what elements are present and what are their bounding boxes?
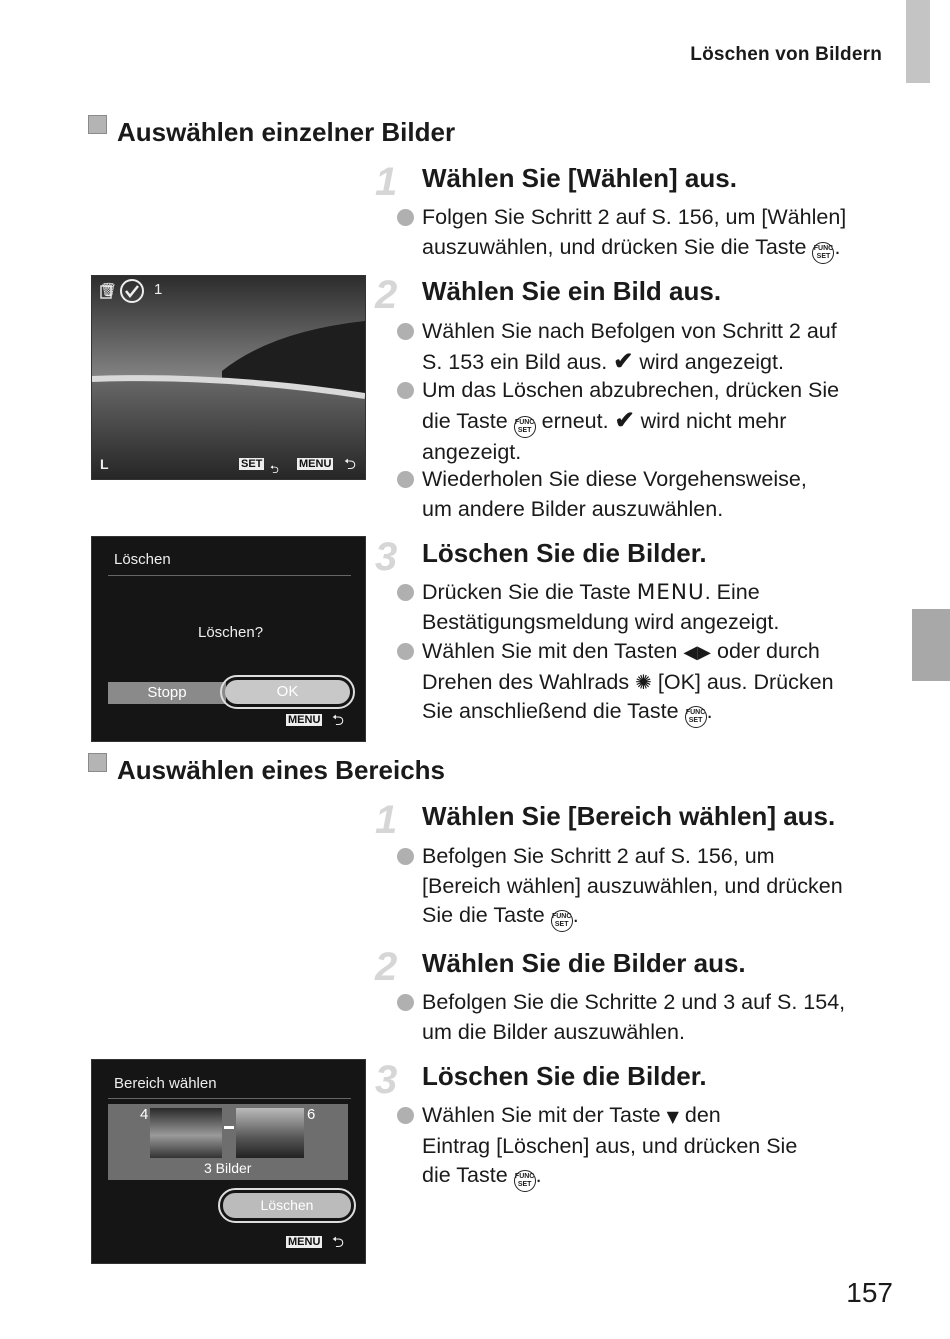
bullet-dot-icon (397, 584, 414, 601)
trash-icon: 🗑 (100, 282, 117, 297)
section2-title: Auswählen eines Bereichs (117, 755, 446, 785)
bullet-dot-icon (397, 471, 414, 488)
dialog-question: Löschen? (198, 624, 264, 641)
bullet: Drücken Sie die Taste MENU. Eine Bestätigungsmeldung wird angezeigt. (397, 578, 897, 637)
ok-button-frame (220, 675, 355, 709)
control-dial-icon: ✺ (635, 669, 652, 694)
bullet: Wiederholen Sie diese Vorgehensweise, um andere Bilder auszuwählen. (397, 465, 897, 524)
step-number: 3 (375, 535, 398, 579)
step-number: 1 (375, 160, 398, 204)
range-divider (108, 1098, 351, 1099)
camera-screen-delete-dialog (91, 536, 366, 742)
page-number: 157 (846, 1277, 893, 1308)
section-square-icon (88, 753, 107, 772)
range-start-thumbnail (150, 1108, 222, 1158)
bullet-dot-icon (397, 323, 414, 340)
checkmark-icon: ✔ (613, 347, 634, 375)
svg-text:⮌: ⮌ (270, 464, 279, 476)
selected-count: 1 (154, 281, 163, 298)
step-title: Wählen Sie [Bereich wählen] aus. (422, 801, 836, 831)
chapter-tab-top (906, 0, 930, 83)
menu-button-icon: MENU (636, 580, 705, 605)
func-set-icon: FUNC SET (514, 1170, 536, 1192)
range-count: 3 Bilder (204, 1160, 252, 1176)
dialog-title: Löschen (114, 551, 171, 568)
bullet-dot-icon (397, 1107, 414, 1124)
header-title: Löschen von Bildern (690, 44, 882, 65)
bullet: Befolgen Sie Schritt 2 auf S. 156, um [Bereich wählen] auszuwählen, und drücken Sie die Taste FUNC SET . (397, 842, 897, 932)
func-set-icon: FUNC SET (514, 416, 536, 438)
ok-button[interactable]: OK (225, 680, 350, 704)
bullet-dot-icon (397, 994, 414, 1011)
section-square-icon (88, 115, 107, 134)
step-number: 2 (375, 945, 398, 989)
camera-screen-photo (91, 275, 366, 480)
back-icon: ⮌ (332, 1234, 345, 1251)
func-set-icon: FUNC SET (812, 242, 834, 264)
step-title: Wählen Sie die Bilder aus. (422, 948, 746, 978)
bullet-dot-icon (397, 643, 414, 660)
section1-heading (88, 117, 455, 148)
bullet-dot-icon (397, 848, 414, 865)
step-title: Löschen Sie die Bilder. (422, 1061, 707, 1091)
section2-heading (88, 755, 445, 786)
step-number: 3 (375, 1058, 398, 1102)
delete-button[interactable]: Löschen (223, 1193, 351, 1218)
stop-button[interactable]: Stopp (108, 682, 226, 704)
range-end-thumbnail (236, 1108, 304, 1158)
bullet: Befolgen Sie die Schritte 2 und 3 auf S. 154, um die Bilder auszuwählen. (397, 988, 897, 1047)
bullet: Wählen Sie mit den Tasten ◀▶ oder durch Drehen des Wahlrads ✺ [OK] aus. Drücken Sie anschließend die Taste FUNC SET . (397, 637, 897, 728)
step-title: Wählen Sie ein Bild aus. (422, 276, 722, 306)
bullet: Um das Löschen abzubrechen, drücken Sie die Taste FUNC SET erneut. ✔ wird nicht mehr angezeigt. (397, 376, 897, 467)
range-to: 6 (307, 1106, 316, 1123)
menu-label: MENU (288, 1236, 321, 1248)
func-set-icon: FUNC SET (685, 706, 707, 728)
back-icon: ⮌ (344, 456, 357, 473)
step-number: 2 (375, 273, 398, 317)
bullet: Folgen Sie Schritt 2 auf S. 156, um [Wählen] auszuwählen, und drücken Sie die Taste FUNC SET . (397, 203, 897, 264)
delete-button-frame (218, 1188, 356, 1223)
range-from: 4 (140, 1106, 149, 1123)
menu-label: MENU (288, 714, 321, 726)
bullet-dot-icon (397, 382, 414, 399)
range-dash (224, 1126, 234, 1129)
chapter-tab-side (912, 609, 950, 681)
menu-label: MENU (299, 458, 332, 470)
left-right-arrows-icon: ◀▶ (683, 642, 712, 663)
dialog-divider (108, 575, 351, 576)
bullet-dot-icon (397, 209, 414, 226)
func-set-icon: FUNC SET (551, 910, 573, 932)
image-size: L (100, 456, 109, 472)
bullet: Wählen Sie nach Befolgen von Schritt 2 auf S. 153 ein Bild aus. ✔ wird angezeigt. (397, 317, 897, 377)
step-title: Wählen Sie [Wählen] aus. (422, 163, 737, 193)
bullet: Wählen Sie mit der Taste ▼ den Eintrag [Löschen] aus, und drücken Sie die Taste FUNC SET . (397, 1101, 897, 1192)
range-title: Bereich wählen (114, 1075, 217, 1092)
step-number: 1 (375, 798, 398, 842)
camera-screen-range-select (91, 1059, 366, 1264)
set-label: SET (241, 458, 263, 470)
section1-title: Auswählen einzelner Bilder (117, 117, 456, 147)
down-arrow-icon: ▼ (666, 1107, 679, 1126)
step-title: Löschen Sie die Bilder. (422, 538, 707, 568)
checkmark-icon: ✔ (614, 406, 635, 434)
back-icon: ⮌ (332, 712, 345, 729)
